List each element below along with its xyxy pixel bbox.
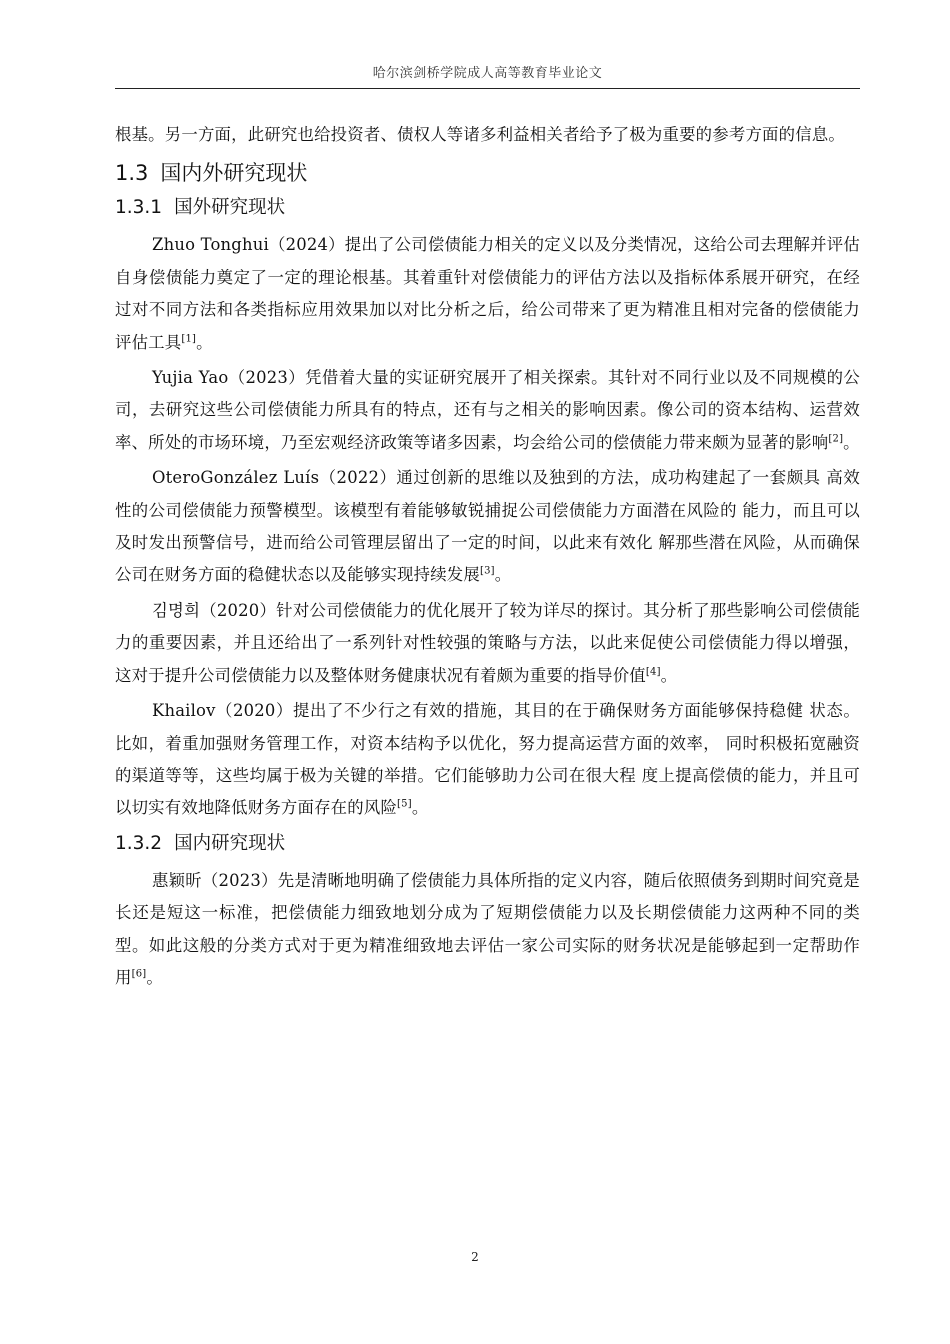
paragraph-text: Khailov（2020）提出了不少行之有效的措施，其目的在于确保财务方面能够保持稳健 状态。比如，着重加强财务管理工作，对资本结构予以优化，努力提高运营方面的效率， 同时积极拓宽融资的渠道等等，这些均属于极为关键的举措。它们能够助力公司在很大程 度上提高偿债的能力，并且可以切实有效地降低财务方面存在的风险 [115, 701, 860, 818]
paragraph-text: Yujia Yao（2023）凭借着大量的实证研究展开了相关探索。其针对不同行业以及不同规模的公司，去研究这些公司偿债能力所具有的特点，还有与之相关的影响因素。像公司的资本结构、运营效率、所处的市场环境，乃至宏观经济政策等诸多因素，均会给公司的偿债能力带来颇为显著的影响 [115, 368, 860, 452]
paragraph-end: 。 [411, 798, 429, 818]
paragraph-end: 。 [660, 665, 678, 685]
paragraph-text: Zhuo Tonghui（2024）提出了公司偿债能力相关的定义以及分类情况，这给公司去理解并评估自身偿债能力奠定了一定的理论根基。其着重针对偿债能力的评估方法以及指标体系展开研究，在经过对不同方法和各类指标应用效果加以对比分析之后，给公司带来了更为精准且相对完备的偿债能力评估工具 [115, 235, 860, 352]
paragraph-end: 。 [196, 332, 213, 352]
section-title: 国外研究现状 [174, 197, 286, 219]
section-number: 1.3.2 [115, 832, 163, 854]
citation-ref: [2] [828, 433, 844, 445]
paragraph-text: 惠颖昕（2023）先是清晰地明确了偿债能力具体所指的定义内容，随后依照债务到期时间究竟是长还是短这一标准，把偿债能力细致地划分成为了短期偿债能力以及长期偿债能力这两种不同的类型。如此这般的分类方式对于更为精准细致地去评估一家公司实际的财务状况是能够起到一定帮助作用 [115, 870, 860, 987]
paragraph-text: 김명희（2020）针对公司偿债能力的优化展开了较为详尽的探讨。其分析了那些影响公司偿债能力的重要因素，并且还给出了一系列针对性较强的策略与方法，以此来促使公司偿债能力得以增强，这对于提升公司偿债能力以及整体财务健康状况有着颇为重要的指导价值 [115, 600, 860, 685]
paragraph-yao [115, 362, 860, 459]
header-divider [115, 88, 860, 89]
paragraph-end: 。 [494, 565, 512, 585]
citation-ref: [6] [131, 968, 147, 980]
section-number: 1.3 [115, 161, 149, 186]
paragraph-zhuo [115, 229, 860, 359]
page-number: 2 [471, 1250, 479, 1264]
citation-ref: [3] [480, 566, 495, 577]
section-heading-1-3-2 [115, 829, 860, 859]
citation-ref: [4] [645, 666, 661, 678]
page-body [115, 119, 860, 994]
section-heading-1-3 [115, 158, 860, 188]
running-header: 哈尔滨剑桥学院成人高等教育毕业论文 [372, 66, 603, 81]
section-title: 国内外研究现状 [160, 161, 308, 186]
intro-paragraph: 根基。另一方面，此研究也给投资者、债权人等诸多利益相关者给予了极为重要的参考方面的信息。 [115, 125, 845, 144]
paragraph-hui [115, 865, 860, 995]
section-title: 国内研究现状 [174, 832, 286, 854]
citation-ref: [1] [181, 333, 197, 345]
paragraph-text: OteroGonzález Luís（2022）通过创新的思维以及独到的方法，成功构建起了一套颇具 高效性的公司偿债能力预警模型。该模型有着能够敏锐捕捉公司偿债能力方面潜在风险的 能力，而且可以及时发出预警信号，进而给公司管理层留出了一定的时间，以此来有效化 解那些潜在风险，从而确保公司在财务方面的稳健状态以及能够实现持续发展 [115, 468, 860, 585]
section-heading-1-3-1 [115, 193, 860, 223]
citation-ref: [5] [397, 798, 412, 810]
paragraph-end: 。 [843, 432, 860, 452]
paragraph-otero [115, 462, 860, 592]
paragraph-khailov [115, 695, 860, 825]
section-number: 1.3.1 [115, 197, 163, 219]
paragraph-kim [115, 595, 860, 692]
paragraph-end: 。 [146, 967, 163, 987]
